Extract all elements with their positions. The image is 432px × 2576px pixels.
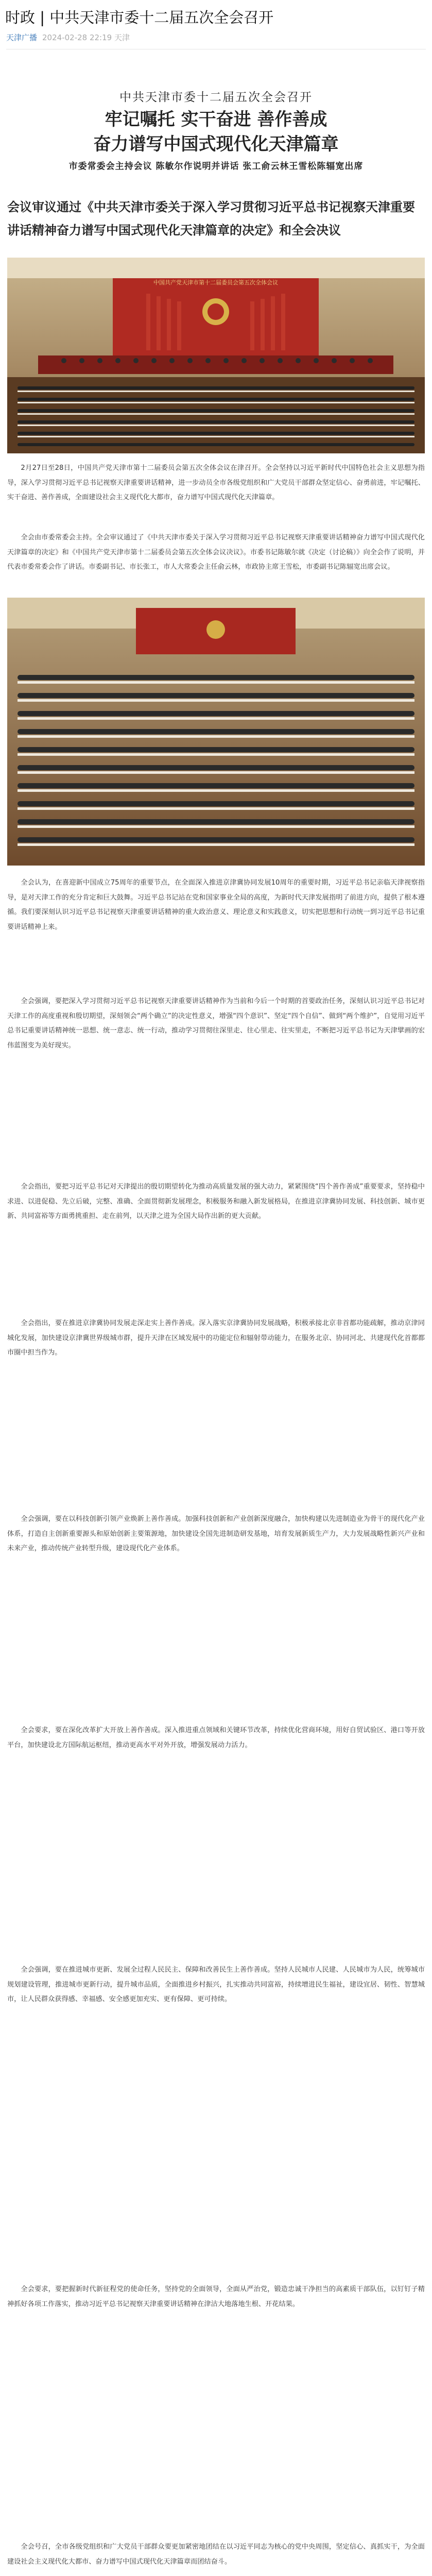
headline-line-2: 奋力谱写中国式现代化天津篇章 bbox=[93, 134, 339, 155]
paragraph-3: 全会认为，在喜迎新中国成立75周年的重要节点，在全面深入推进京津冀协同发展10周年的重要时期，习近平总书记亲临天津视察指导，是对天津工作的充分肯定和巨大鼓舞。习近平总书记站在党和国家事业全局的高度，为新时代天津发展指明了前进方向，提供了根本遵循。我们要深刻认识习近平总书记视察天津重要讲话精神的重大政治意义、理论意义和实践意义，切实把思想和行动统一到习近平总书记重要讲话精神上来。 bbox=[7, 879, 425, 931]
source-link[interactable]: 天津广播 bbox=[6, 33, 38, 42]
paragraph-11: 全会号召，全市各级党组织和广大党员干部群众要更加紧密地团结在以习近平同志为核心的党中央周围，坚定信心、真抓实干，为全面建设社会主义现代化大都市、奋力谱写中国式现代化天津篇章而团结奋斗。 bbox=[7, 2543, 425, 2566]
paragraph-2: 全会由市委常委会主持。全会审议通过了《中共天津市委关于深入学习贯彻习近平总书记视察天津重要讲话精神奋力谱写中国式现代化天津篇章的决定》和《中国共产党天津市第十二届委员会第五次全体会议决议》。市委书记陈敏尔就《决定（讨论稿）》向全会作了说明，并代表市委常委会作了讲话。市委副书记、市长张工，市人大常委会主任俞云林，市政协主席王雪松，市委副书记陈辐宽出席会议。 bbox=[7, 534, 425, 571]
paragraph-9: 全会强调，要在推进城市更新、发展全过程人民民主、保障和改善民生上善作善成。坚持人民城市人民建、人民城市为人民，统筹城市规划建设管理，推进城市更新行动，提升城市品质，全面推进乡村振兴，扎实推动共同富裕，持续增进民生福祉，建设宜居、韧性、智慧城市，让人民群众获得感、幸福感、安全感更加充实、更有保障、更可持续。 bbox=[7, 1966, 425, 2003]
headline-block bbox=[0, 88, 432, 172]
paragraph-1: 2月27日至28日，中国共产党天津市第十二届委员会第五次全体会议在津召开。全会坚持以习近平新时代中国特色社会主义思想为指导，深入学习贯彻习近平总书记视察天津重要讲话精神，进一步动员全市各级党组织和广大党员干部群众坚定信心、奋勇前进，牢记嘱托、实干奋进、善作善成，全面建设社会主义现代化大都市，奋力谱写中国式现代化天津篇章。 bbox=[7, 464, 425, 501]
paragraph-5: 全会指出，要把习近平总书记对天津提出的殷切期望转化为推动高质量发展的强大动力，紧紧围绕“四个善作善成”重要要求，坚持稳中求进、以进促稳、先立后破，完整、准确、全面贯彻新发展理念，积极服务和融入新发展格局，在推进京津冀协同发展、科技创新、城市更新、共同富裕等方面勇挑重担、走在前列，以天津之进为全国大局作出新的更大贡献。 bbox=[7, 1183, 425, 1220]
lead-paragraph: 会议审议通过《中共天津市委关于深入学习贯彻习近平总书记视察天津重要讲话精神奋力谱写中国式现代化天津篇章的决定》和全会决议 bbox=[7, 200, 415, 238]
meeting-photo-audience bbox=[7, 598, 425, 866]
byline bbox=[6, 32, 130, 43]
article-header bbox=[0, 0, 432, 49]
paragraph-10: 全会要求，要把握新时代新征程党的使命任务，坚持党的全面领导，全面从严治党，锻造忠诚干净担当的高素质干部队伍，以钉钉子精神抓好各项工作落实，推动习近平总书记视察天津重要讲话精神在津沽大地落地生根、开花结果。 bbox=[7, 2285, 425, 2308]
paragraph-4: 全会强调，要把深入学习贯彻习近平总书记视察天津重要讲话精神作为当前和今后一个时期的首要政治任务，深刻认识习近平总书记对天津工作的高度重视和殷切期望，深刻领会“两个确立”的决定性意义，增强“四个意识”、坚定“四个自信”、做到“两个维护”，自觉用习近平总书记重要讲话精神统一思想、统一意志、统一行动，推动学习贯彻往深里走、往心里走、往实里走，不断把习近平总书记为天津擘画的宏伟蓝图变为美好现实。 bbox=[7, 997, 425, 1049]
party-emblem-icon bbox=[202, 298, 229, 325]
headline-kicker: 中共天津市委十二届五次全会召开 bbox=[119, 91, 313, 104]
meeting-photo-rostrum bbox=[7, 258, 425, 453]
headline-line-1: 牢记嘱托 实干奋进 善作善成 bbox=[105, 109, 327, 130]
headline-subtitle: 市委常委会主持会议 陈敏尔作说明并讲话 张工俞云林王雪松陈辐宽出席 bbox=[68, 161, 364, 172]
paragraph-6: 全会指出，要在推进京津冀协同发展走深走实上善作善成。深入落实京津冀协同发展战略，积极承接北京非首都功能疏解，推动京津同城化发展，加快建设京津冀世界级城市群，提升天津在区域发展中的功能定位和辐射带动能力，在服务北京、协同河北、共建现代化首都都市圈中担当作为。 bbox=[7, 1319, 425, 1357]
paragraph-8: 全会要求，要在深化改革扩大开放上善作善成。深入推进重点领域和关键环节改革，持续优化营商环境，用好自贸试验区、港口等开放平台，加快建设北方国际航运枢纽，推动更高水平对外开放，增强发展动力活力。 bbox=[7, 1726, 425, 1749]
meeting-banner: 中国共产党天津市第十二届委员会第五次全体会议 bbox=[153, 279, 278, 286]
publish-time: 2024-02-28 22:19 天津 bbox=[42, 33, 130, 42]
paragraph-7: 全会强调，要在以科技创新引领产业焕新上善作善成。加强科技创新和产业创新深度融合，加快构建以先进制造业为骨干的现代化产业体系，打造自主创新重要源头和原始创新主要策源地，加快建设全国先进制造研发基地，培育发展新质生产力，大力发展战略性新兴产业和未来产业，推动传统产业转型升级，建设现代化产业体系。 bbox=[7, 1515, 425, 1552]
party-emblem-icon bbox=[206, 620, 225, 639]
page-title: 时政 | 中共天津市委十二届五次全会召开 bbox=[5, 9, 274, 26]
